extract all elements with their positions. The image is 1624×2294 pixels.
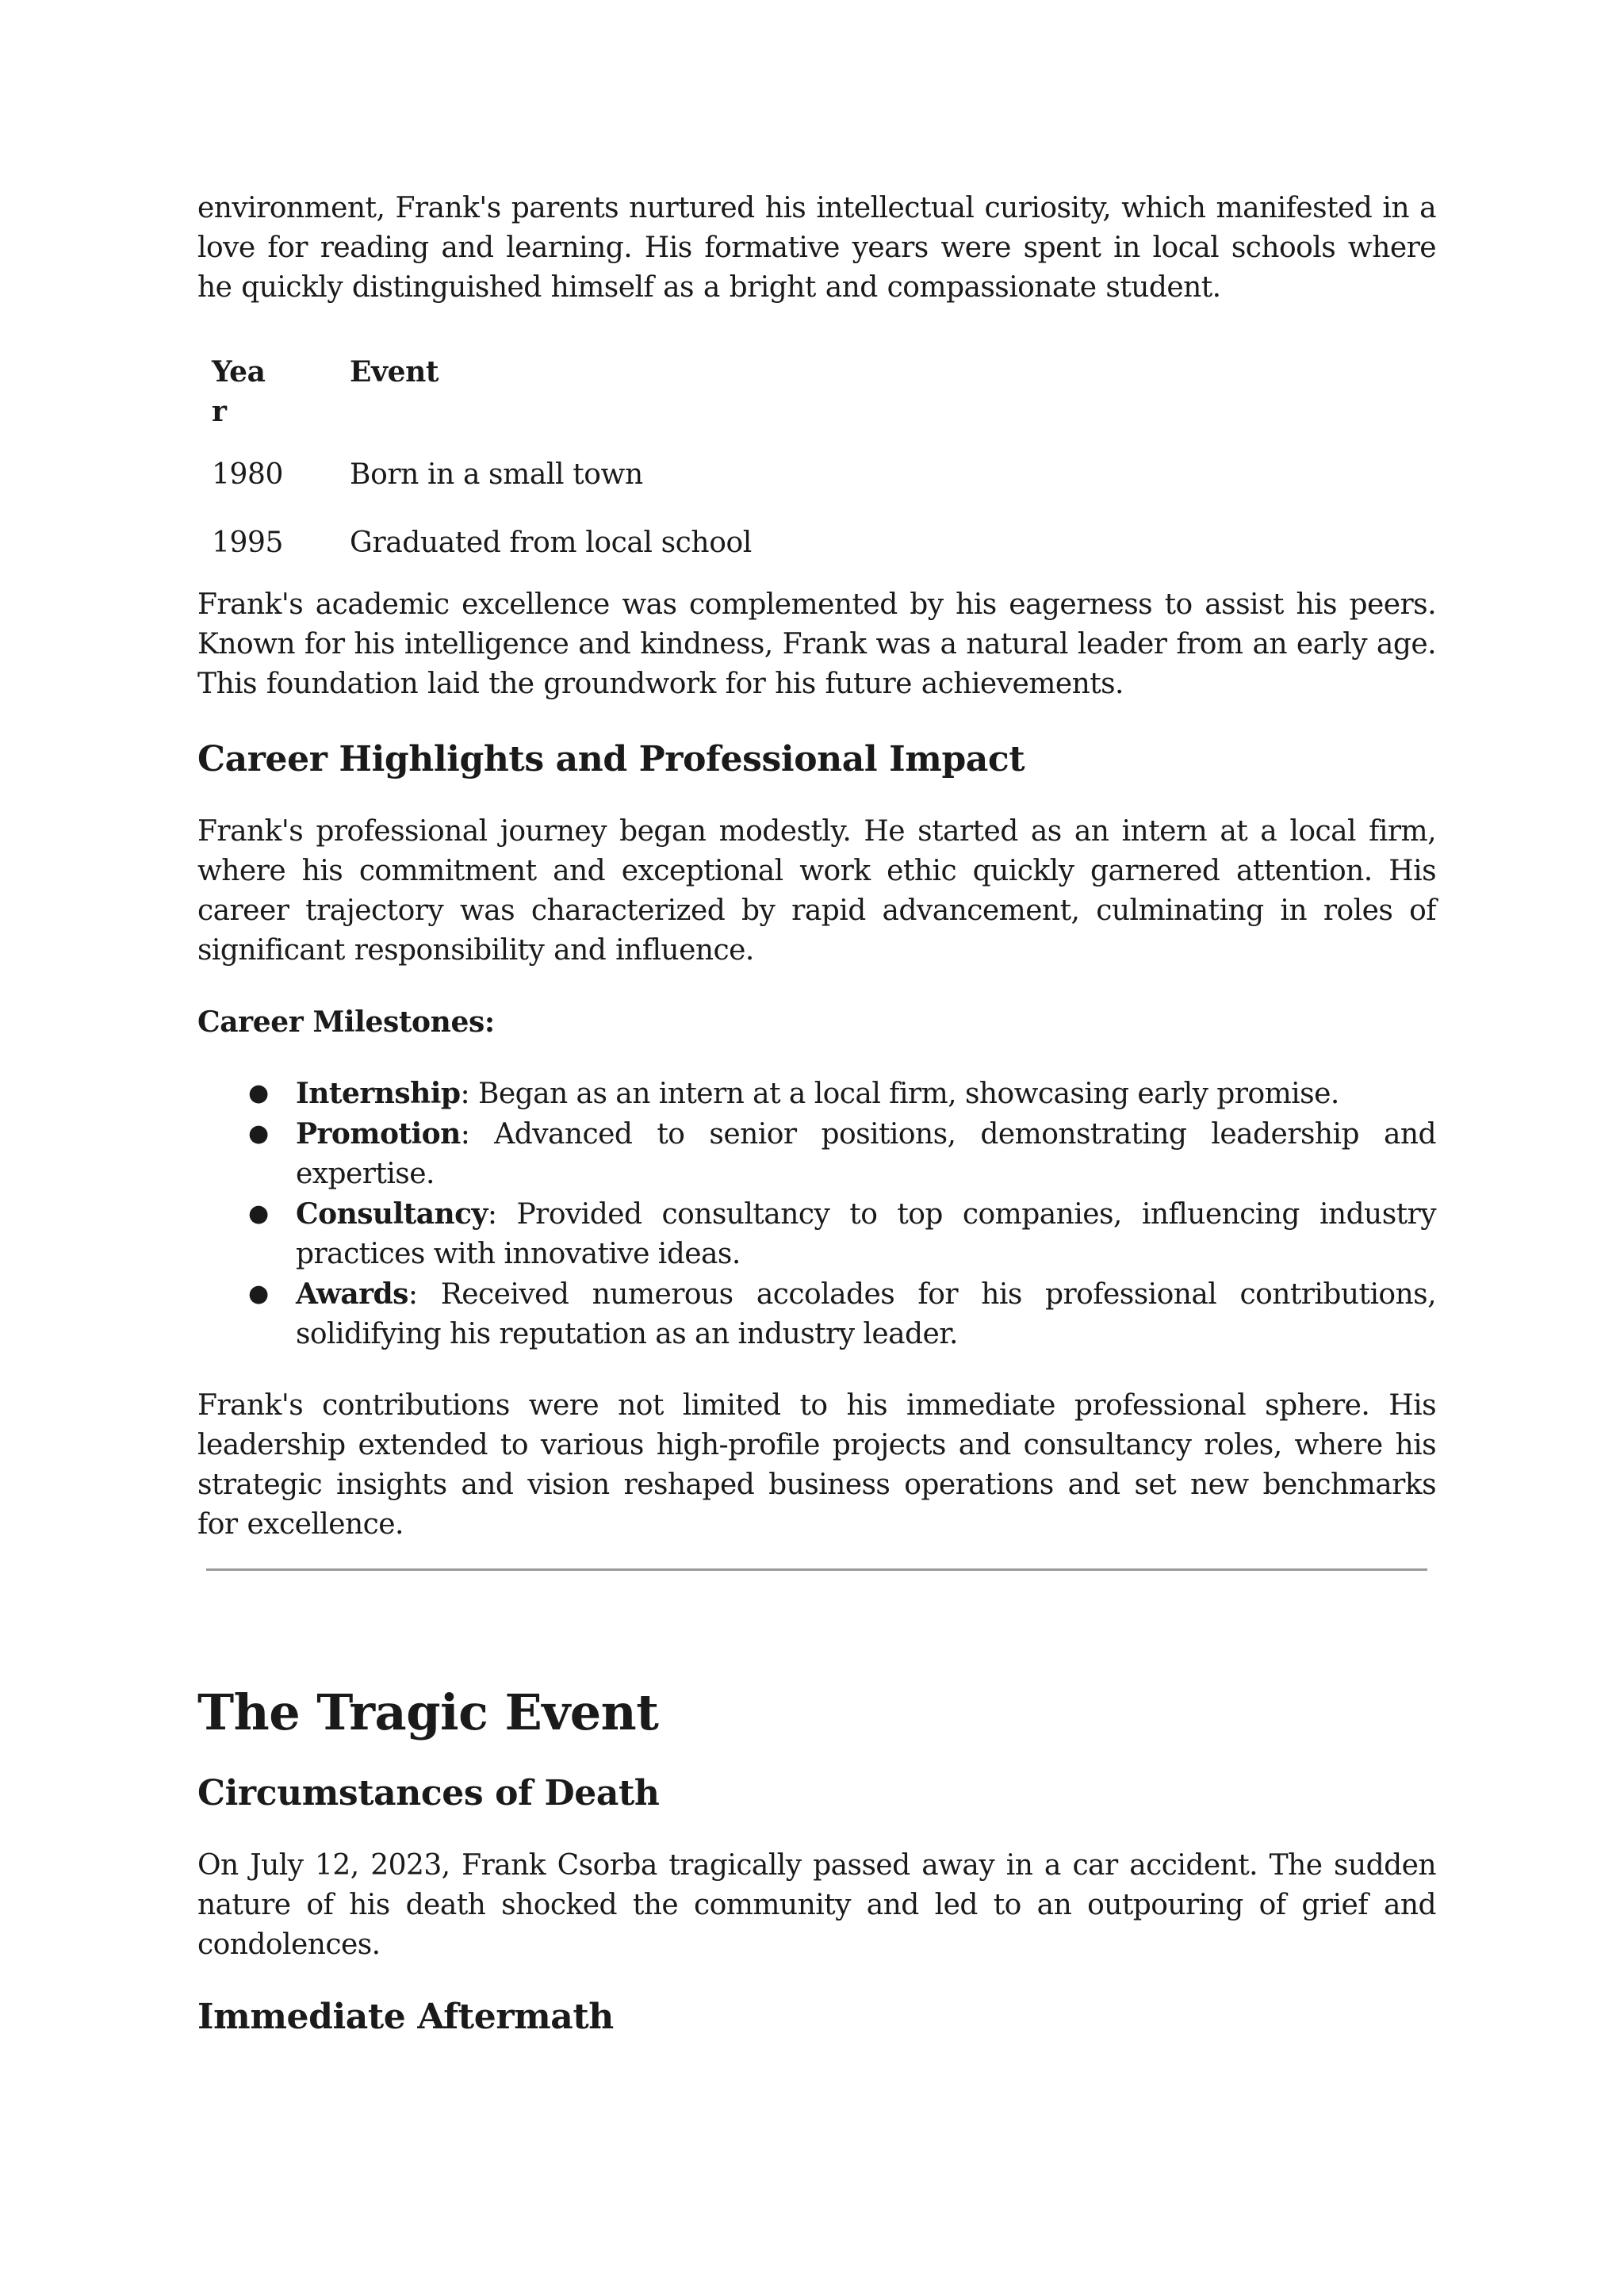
milestone-term: Promotion: [296, 1117, 461, 1151]
milestone-text: : Began as an intern at a local firm, showcasing early promise.: [460, 1078, 1339, 1110]
timeline-event: Born in a small town: [350, 458, 643, 491]
list-item: [197, 1114, 1436, 1194]
list-item: [197, 1074, 1436, 1114]
career-closing-paragraph: Frank's contributions were not limited to his immediate professional sphere. His leadership extended to various high-profile projects and consultancy roles, where his strategic insights and vision reshaped business operations and set new benchmarks for excellence.: [197, 1389, 1436, 1541]
milestones-list: [197, 1074, 1436, 1354]
bullet-icon: ●: [248, 1200, 269, 1227]
intro-paragraph: environment, Frank's parents nurtured his intellectual curiosity, which manifested in a love for reading and learning. His formative years were spent in local schools where he quickly distinguished himself as a bright and compassionate student.: [197, 192, 1436, 304]
bullet-icon: ●: [248, 1079, 269, 1107]
milestone-term: Internship: [296, 1077, 461, 1110]
bullet-icon: ●: [248, 1120, 269, 1147]
table-row: [212, 455, 752, 523]
section-divider: [206, 1568, 1427, 1571]
career-paragraph: Frank's professional journey began modestly. He started as an intern at a local firm, where his commitment and exceptional work ethic quickly garnered attention. His career trajectory was characterized by rapid advancement, culminating in roles of significant responsibility and influence.: [197, 815, 1436, 967]
career-heading: Career Highlights and Professional Impact: [197, 739, 1025, 779]
milestone-text: : Received numerous accolades for his professional contributions, solidifying his reputation as an industry leader.: [296, 1278, 1436, 1350]
milestone-text: : Advanced to senior positions, demonstrating leadership and expertise.: [296, 1118, 1436, 1190]
circumstances-heading: Circumstances of Death: [197, 1773, 660, 1813]
tragic-event-title: The Tragic Event: [197, 1683, 659, 1741]
timeline-header-row: [212, 352, 752, 455]
table-row: [212, 523, 752, 592]
timeline-table: [212, 352, 752, 592]
milestone-term: Consultancy: [296, 1197, 488, 1231]
circumstances-paragraph: On July 12, 2023, Frank Csorba tragically passed away in a car accident. The sudden nature of his death shocked the community and led to an outpouring of grief and condolences.: [197, 1849, 1436, 1961]
list-item: [197, 1194, 1436, 1274]
milestone-text: : Provided consultancy to top companies, influencing industry practices with innovative ideas.: [296, 1198, 1436, 1270]
timeline-header-event: Event: [350, 355, 439, 389]
academic-paragraph: Frank's academic excellence was complemented by his eagerness to assist his peers. Known for his intelligence and kindness, Frank was a natural leader from an early age. This foundation laid the groundwork for his future achievements.: [197, 588, 1436, 700]
timeline-header-year: Yea r: [212, 355, 266, 428]
document-page: [197, 189, 1436, 2039]
list-item: [197, 1274, 1436, 1354]
timeline-year: 1980: [212, 458, 284, 491]
milestone-term: Awards: [296, 1277, 408, 1311]
aftermath-heading: Immediate Aftermath: [197, 1997, 614, 2037]
timeline-event: Graduated from local school: [350, 527, 752, 559]
bullet-icon: ●: [248, 1280, 269, 1308]
milestones-label: Career Milestones:: [197, 1005, 495, 1039]
timeline-year: 1995: [212, 527, 284, 559]
